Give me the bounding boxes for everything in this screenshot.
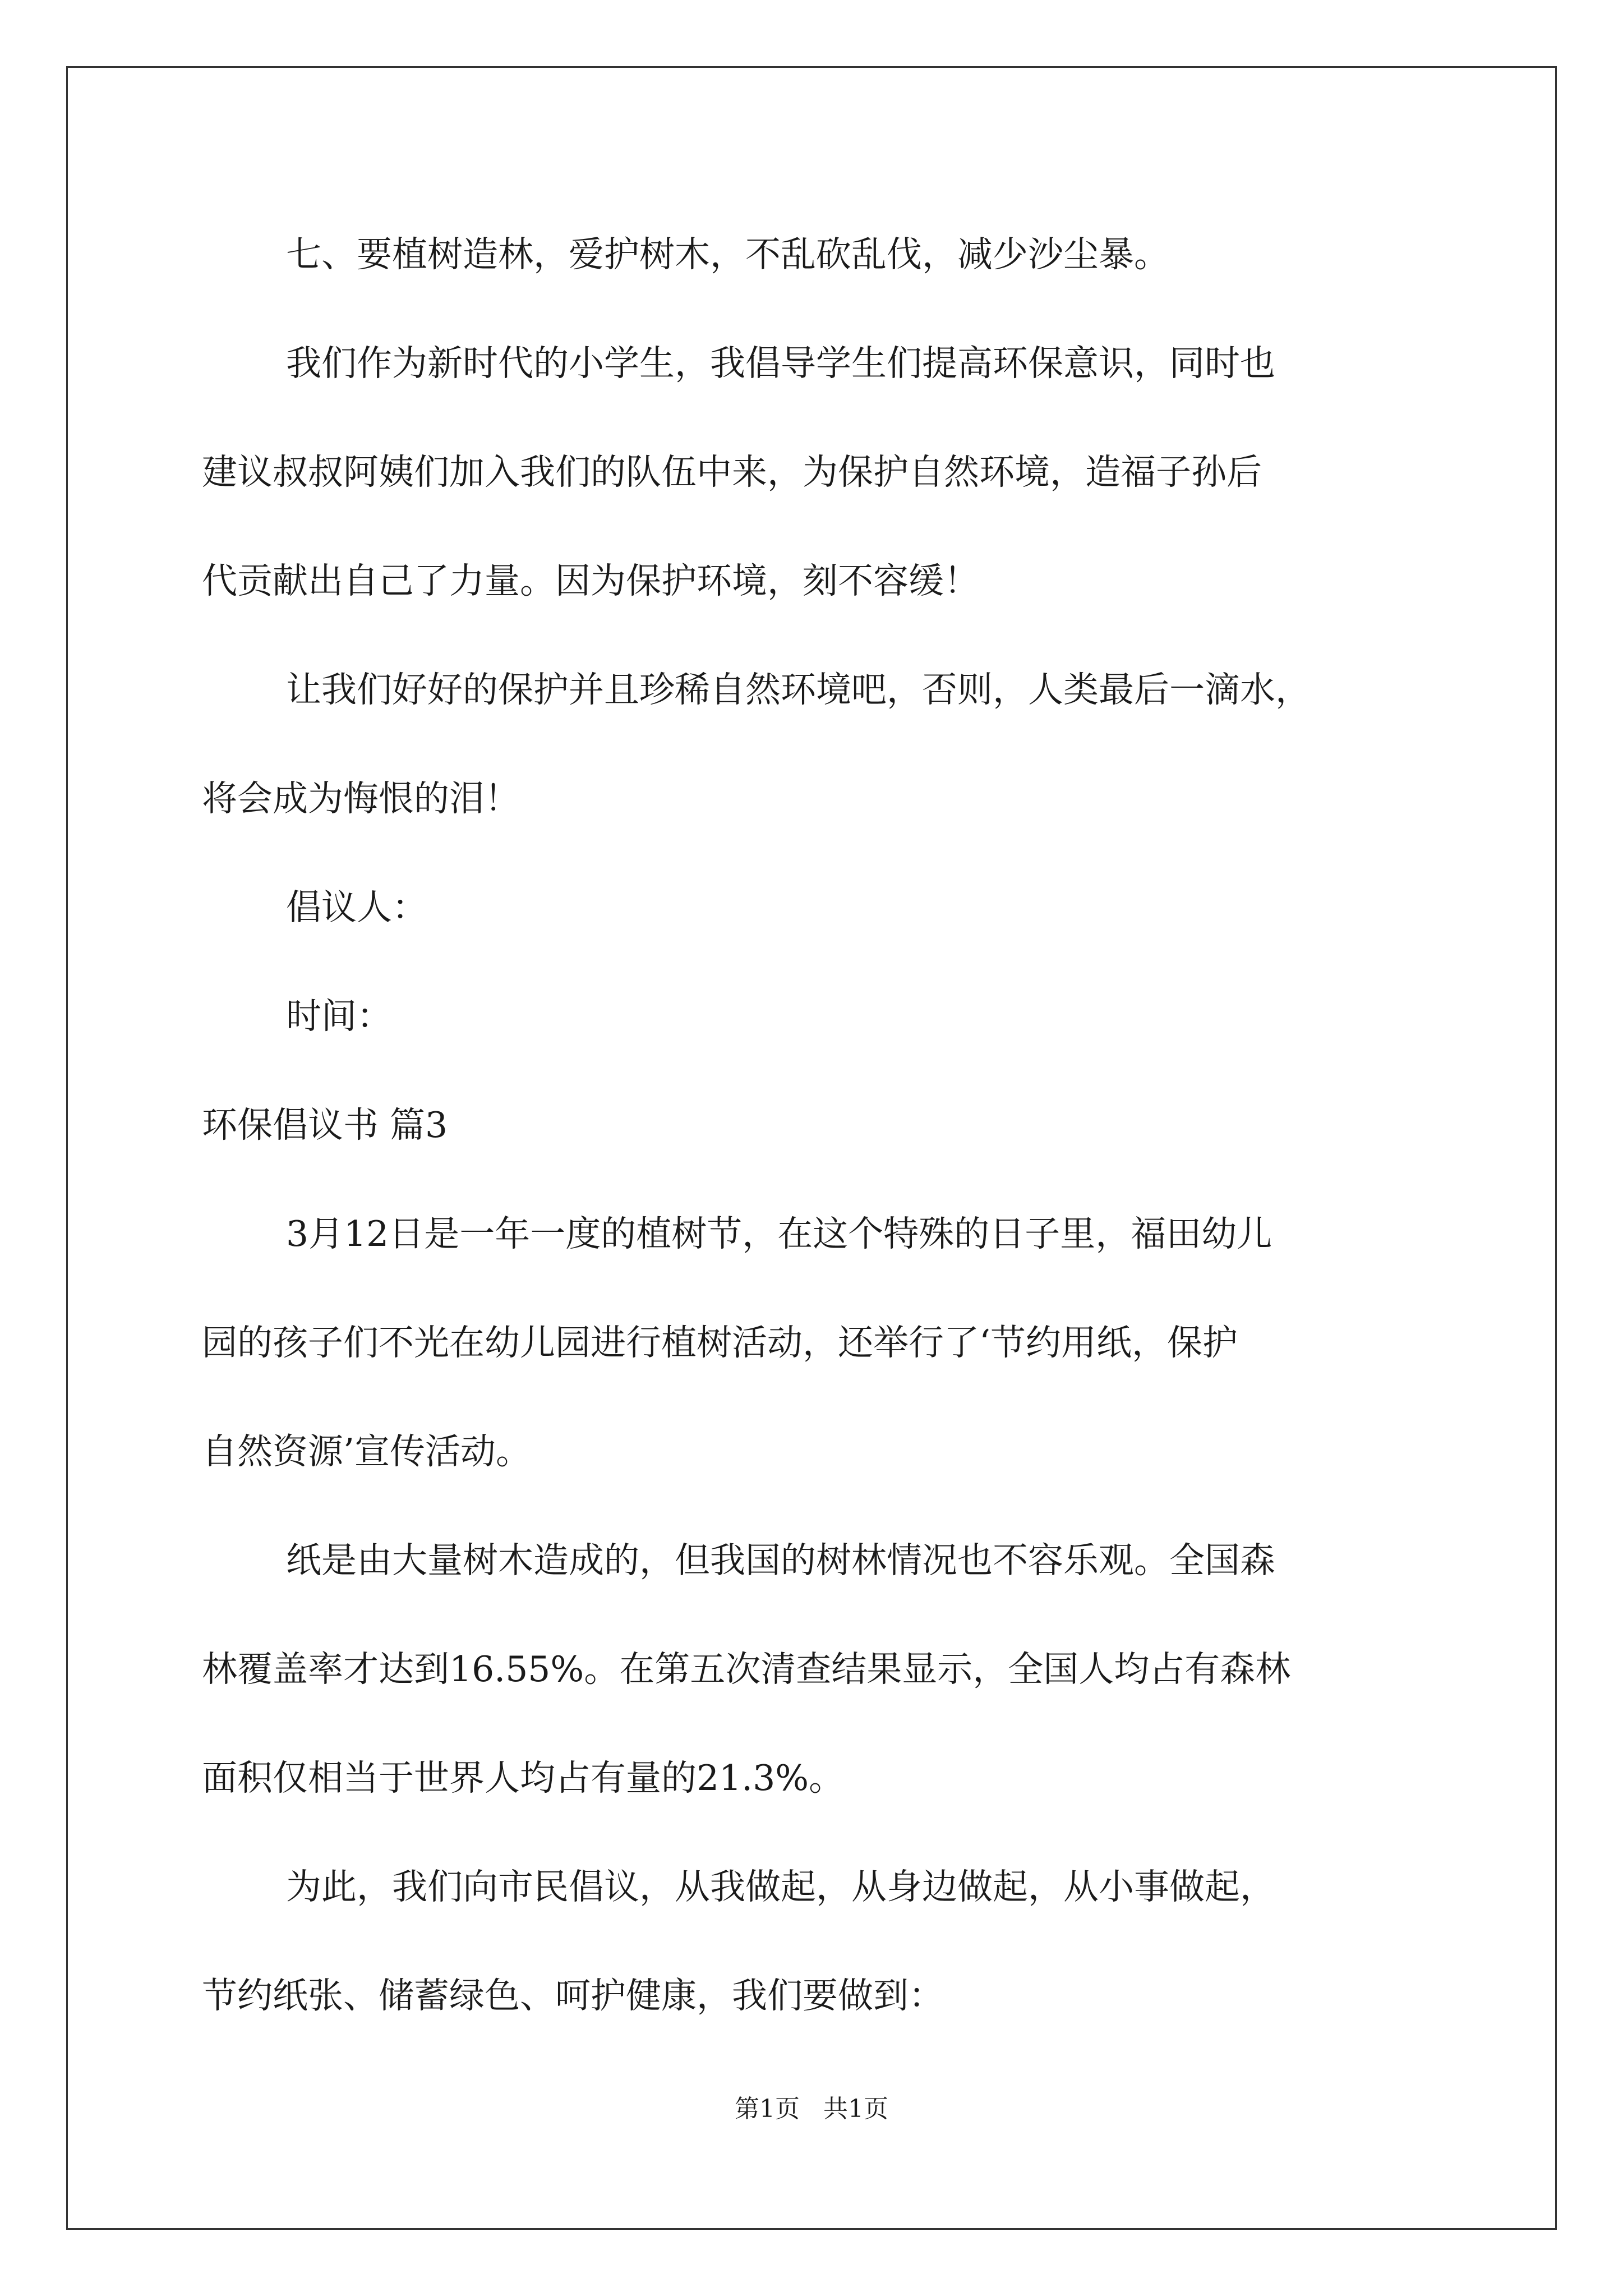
paragraph-line: 让我们好好的保护并且珍稀自然环境吧，否则，人类最后一滴水，	[286, 669, 1311, 710]
paragraph-line: 建议叔叔阿姨们加入我们的队伍中来，为保护自然环境，造福子孙后	[202, 452, 1262, 493]
paragraph-line: 3月12日是一年一度的植树节，在这个特殊的日子里，福田幼儿	[286, 1213, 1272, 1254]
paragraph-line: 代贡献出自己了力量。因为保护环境，刻不容缓！	[202, 560, 979, 601]
paragraph-line: 节约纸张、储蓄绿色、呵护健康，我们要做到：	[202, 1975, 944, 2016]
paragraph-line: 自然资源’宣传活动。	[202, 1431, 532, 1472]
paragraph-line: 将会成为悔恨的泪！	[202, 778, 520, 819]
paragraph-line: 我们作为新时代的小学生，我倡导学生们提高环保意识，同时也	[286, 343, 1275, 384]
paragraph-line: 倡议人：	[286, 887, 427, 928]
paragraph-line: 面积仅相当于世界人均占有量的21.3%。	[202, 1757, 845, 1798]
paragraph-line: 林覆盖率才达到16.55%。在第五次清查结果显示，全国人均占有森林	[202, 1649, 1291, 1690]
paragraph-line: 为此，我们向市民倡议，从我做起，从身边做起，从小事做起，	[286, 1866, 1275, 1907]
page-footer: 第1页 共1页	[735, 2095, 888, 2123]
paragraph-line: 园的孩子们不光在幼儿园进行植树活动，还举行了‘节约用纸，保护	[202, 1322, 1238, 1363]
paragraph-line: 时间：	[286, 996, 392, 1037]
section-heading: 环保倡议书 篇3	[202, 1105, 448, 1145]
paragraph-line: 纸是由大量树木造成的，但我国的树林情况也不容乐观。全国森	[286, 1540, 1275, 1581]
paragraph-line: 七、要植树造林，爱护树木，不乱砍乱伐，减少沙尘暴。	[286, 234, 1169, 275]
